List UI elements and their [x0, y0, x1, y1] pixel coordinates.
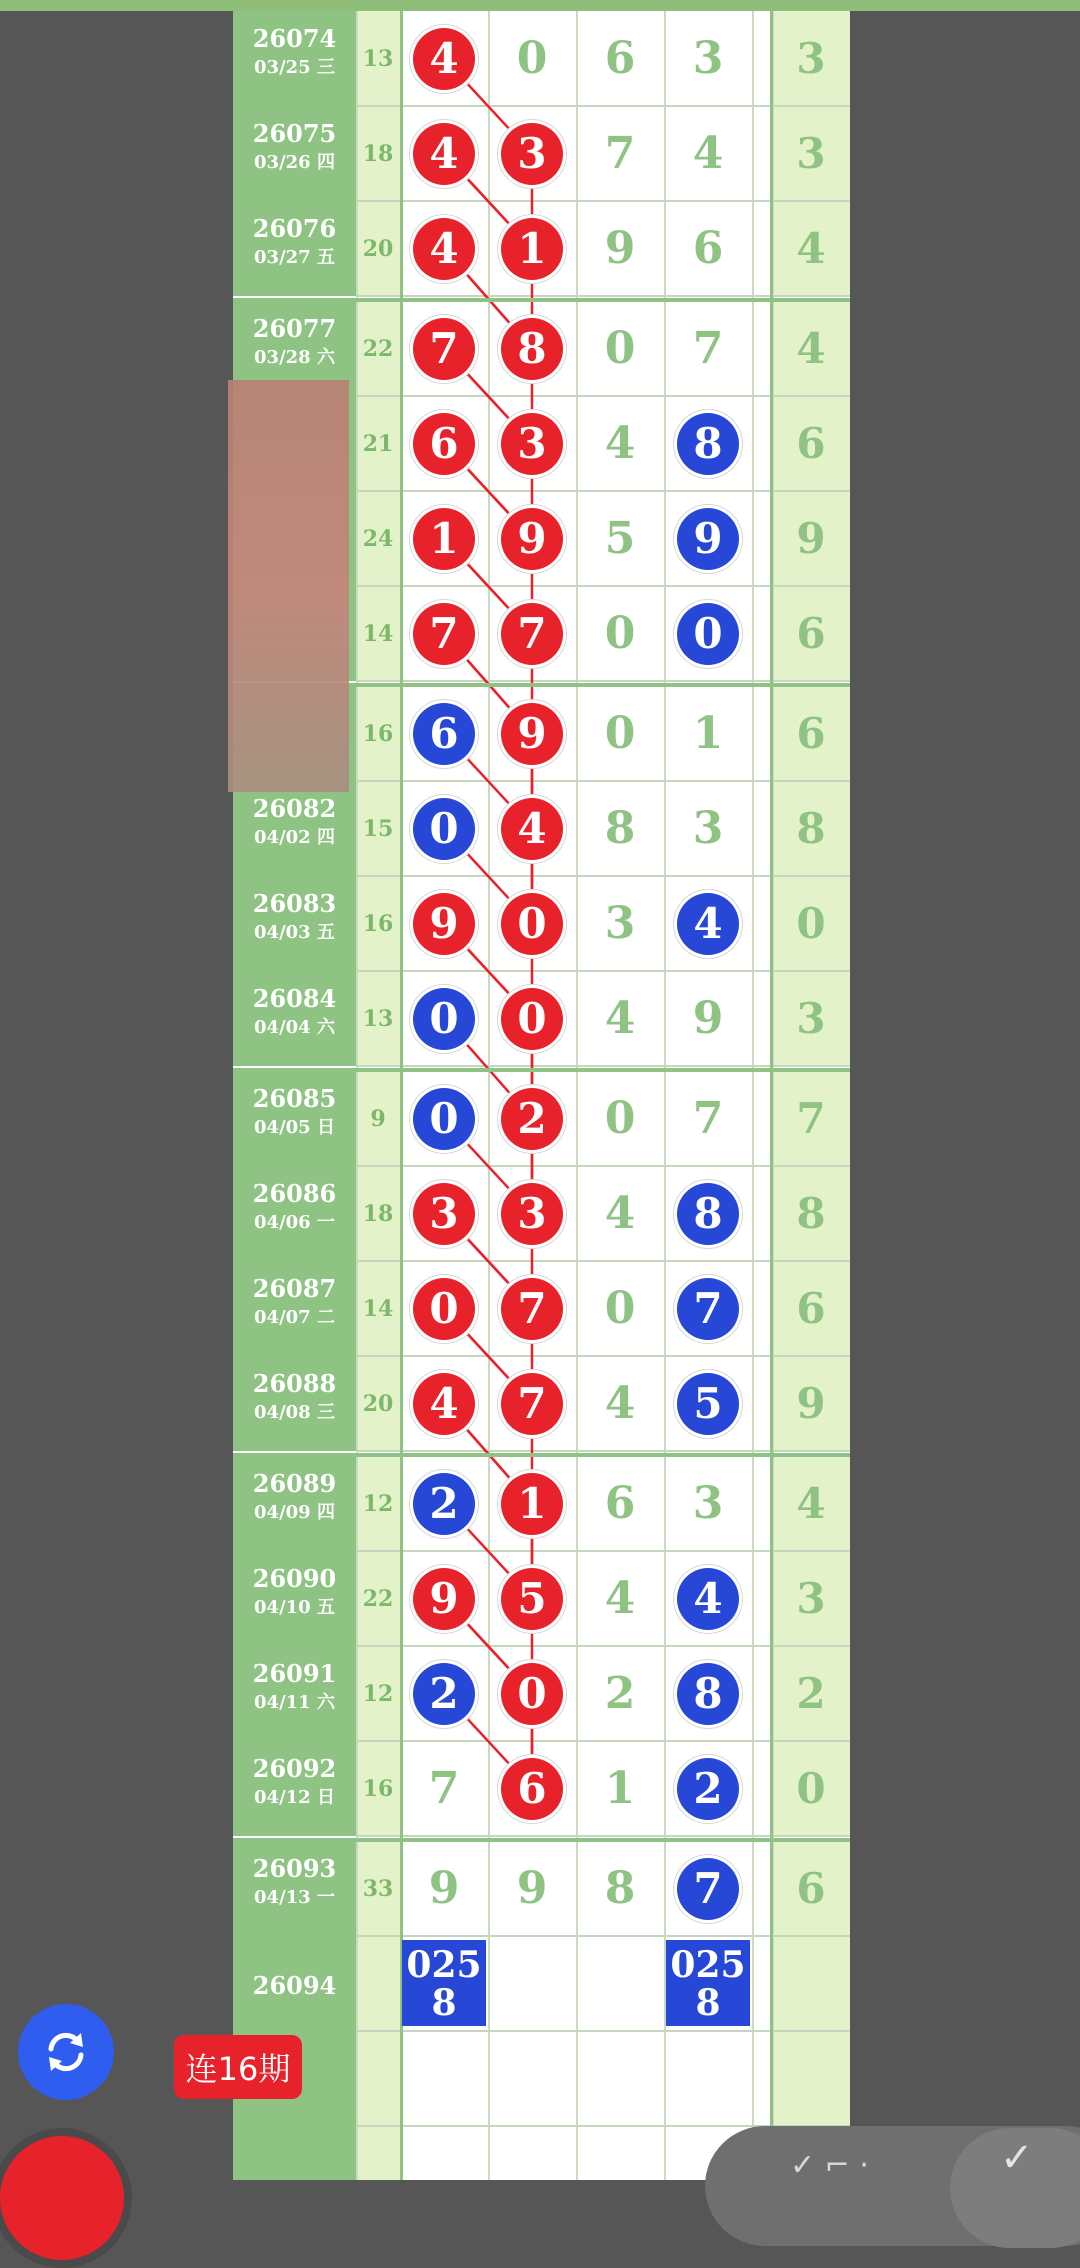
ball-blue: 2: [677, 1758, 739, 1820]
issue-date: 04/04 六: [254, 1017, 335, 1038]
ball-red: 7: [413, 318, 475, 380]
digit-3: 8: [604, 1863, 636, 1914]
issue-date: 04/13 一: [254, 1887, 335, 1908]
digit-cell-3: [576, 2126, 664, 2180]
ball-red: 3: [501, 1183, 563, 1245]
digit-3: 1: [604, 1763, 636, 1814]
digit-cell-3: [576, 1936, 664, 2031]
prediction-box: [402, 1940, 486, 2026]
digit-4: 3: [692, 1478, 724, 1529]
sum-value: 21: [362, 430, 394, 457]
issue-number: 26089: [252, 1469, 337, 1498]
ball-red: 1: [501, 218, 563, 280]
ball-red: 7: [413, 603, 475, 665]
sum-value: 24: [362, 525, 394, 552]
digit-4: 7: [692, 323, 724, 374]
ball-blue: 7: [677, 1858, 739, 1920]
ball-blue: 4: [677, 1568, 739, 1630]
digit-3: 4: [604, 1188, 636, 1239]
tail-value: 6: [796, 1284, 826, 1333]
issue-number: 26082: [252, 794, 337, 823]
digit-1: [400, 1261, 488, 1356]
digit-3: 4: [604, 993, 636, 1044]
tail-value: 8: [796, 804, 826, 853]
digit-3: 6: [604, 33, 636, 84]
ball-blue: 4: [677, 893, 739, 955]
prediction-line: 8: [695, 1982, 721, 2024]
sum-cell: [356, 2031, 400, 2126]
issue-number: 26090: [252, 1564, 337, 1593]
digit-4: [664, 1166, 752, 1261]
digit-1: [400, 11, 488, 106]
sum-value: 22: [362, 1585, 394, 1612]
digit-1: [400, 396, 488, 491]
tail-value: 9: [796, 1379, 826, 1428]
ball-blue: 0: [413, 1088, 475, 1150]
digit-cell-1: [400, 2126, 488, 2180]
tail-value: 8: [796, 1189, 826, 1238]
digit-4: [664, 491, 752, 586]
issue-date: 04/07 二: [254, 1307, 335, 1328]
floating-action-button[interactable]: [0, 2128, 132, 2268]
issue-date: 04/10 五: [254, 1597, 335, 1618]
sum-value: 20: [362, 235, 394, 262]
prediction-box: [666, 1940, 750, 2026]
ball-red: 2: [501, 1088, 563, 1150]
ball-blue: 9: [677, 508, 739, 570]
tail-value: 3: [796, 129, 826, 178]
row-divider: [356, 2030, 850, 2032]
issue-number: 26092: [252, 1754, 337, 1783]
issue-number: 26076: [252, 214, 337, 243]
digit-2: 0: [516, 33, 548, 84]
digit-4: [664, 586, 752, 681]
digit-3: 4: [604, 1378, 636, 1429]
prediction-line: 025: [406, 1944, 482, 1986]
sum-value: 18: [362, 1200, 394, 1227]
ball-red: 9: [413, 1568, 475, 1630]
digit-2: [488, 396, 576, 491]
digit-cell-2: [488, 2031, 576, 2126]
digit-1: [400, 1356, 488, 1451]
ball-red: 1: [413, 508, 475, 570]
sum-value: 12: [362, 1680, 394, 1707]
digit-2: [488, 686, 576, 781]
sum-value: 16: [362, 720, 394, 747]
sum-value: 16: [362, 1775, 394, 1802]
digit-1: [400, 1071, 488, 1166]
digit-cell-2: [488, 2126, 576, 2180]
digit-4: [664, 1741, 752, 1836]
sum-value: 13: [362, 1005, 394, 1032]
tail-cell: [772, 2031, 850, 2126]
tail-value: 3: [796, 994, 826, 1043]
issue-number: 26083: [252, 889, 337, 918]
issue-cell: [233, 2126, 356, 2180]
digit-1: [400, 1166, 488, 1261]
digit-1: 7: [428, 1763, 460, 1814]
ball-blue: 2: [413, 1473, 475, 1535]
digit-2: 9: [516, 1863, 548, 1914]
issue-date: 03/27 五: [254, 247, 335, 268]
digit-3: 4: [604, 1573, 636, 1624]
ball-red: 7: [501, 603, 563, 665]
ball-red: 4: [413, 1373, 475, 1435]
digit-3: 3: [604, 898, 636, 949]
ball-blue: 0: [413, 988, 475, 1050]
ball-red: 9: [501, 703, 563, 765]
sum-value: 22: [362, 335, 394, 362]
issue-number: 26075: [252, 119, 337, 148]
digit-2: [488, 1646, 576, 1741]
ball-red: 7: [501, 1373, 563, 1435]
top-status-strip: [0, 0, 1080, 11]
digit-4: [664, 1551, 752, 1646]
digit-cell-2: [488, 1936, 576, 2031]
digit-4: 4: [692, 128, 724, 179]
issue-date: 04/06 一: [254, 1212, 335, 1233]
digit-3: 0: [604, 323, 636, 374]
ball-red: 3: [501, 123, 563, 185]
digit-4: [664, 396, 752, 491]
digit-2: [488, 1261, 576, 1356]
sum-value: 14: [362, 1295, 394, 1322]
digit-4: [664, 876, 752, 971]
digit-2: [488, 1166, 576, 1261]
digit-2: [488, 301, 576, 396]
digit-2: [488, 106, 576, 201]
ball-blue: 8: [677, 1183, 739, 1245]
tail-value: 4: [796, 324, 826, 373]
digit-3: 5: [604, 513, 636, 564]
digit-4: [664, 1261, 752, 1356]
digit-1: [400, 301, 488, 396]
sum-value: 20: [362, 1390, 394, 1417]
issue-date: 04/12 日: [254, 1787, 335, 1808]
ball-red: 3: [413, 1183, 475, 1245]
issue-number: 26088: [252, 1369, 337, 1398]
tail-value: 6: [796, 609, 826, 658]
issue-number: 26085: [252, 1084, 337, 1113]
issue-date: 04/02 四: [254, 827, 335, 848]
digit-4: 3: [692, 803, 724, 854]
refresh-icon: [39, 2025, 93, 2079]
ball-blue: 7: [677, 1278, 739, 1340]
prediction-line: 025: [670, 1944, 746, 1986]
digit-1: [400, 1551, 488, 1646]
digit-2: [488, 1071, 576, 1166]
ball-red: 4: [501, 798, 563, 860]
ball-blue: 8: [677, 1663, 739, 1725]
tail-value: 3: [796, 1574, 826, 1623]
digit-4: [664, 1356, 752, 1451]
ball-red: 1: [501, 1473, 563, 1535]
ball-red: 0: [413, 1278, 475, 1340]
issue-date: 04/09 四: [254, 1502, 335, 1523]
sum-value: 16: [362, 910, 394, 937]
ball-blue: 2: [413, 1663, 475, 1725]
issue-number: 26077: [252, 314, 337, 343]
tail-value: 0: [796, 899, 826, 948]
tail-value: 6: [796, 419, 826, 468]
blurred-overlay: [228, 380, 349, 792]
ball-blue: 8: [677, 413, 739, 475]
sum-cell: [356, 2126, 400, 2180]
digit-cell-3: [576, 2031, 664, 2126]
ball-blue: 0: [413, 798, 475, 860]
digit-2: [488, 971, 576, 1066]
ball-red: 8: [501, 318, 563, 380]
digit-2: [488, 586, 576, 681]
digit-3: 6: [604, 1478, 636, 1529]
ball-red: 9: [501, 508, 563, 570]
tail-value: 6: [796, 709, 826, 758]
sum-value: 14: [362, 620, 394, 647]
digit-3: 0: [604, 708, 636, 759]
digit-1: [400, 1456, 488, 1551]
digit-1: 9: [428, 1863, 460, 1914]
refresh-button[interactable]: [18, 2004, 114, 2100]
digit-3: 9: [604, 223, 636, 274]
digit-2: [488, 201, 576, 296]
tail-value: 4: [796, 224, 826, 273]
digit-4: 9: [692, 993, 724, 1044]
tail-value: 4: [796, 1479, 826, 1528]
tail-value: 0: [796, 1764, 826, 1813]
digit-cell-4: [664, 2031, 752, 2126]
issue-number: 26087: [252, 1274, 337, 1303]
digit-4: 1: [692, 708, 724, 759]
ball-red: 9: [413, 893, 475, 955]
next-issue-number: 26094: [252, 1971, 337, 2000]
ball-red: 0: [501, 1663, 563, 1725]
digit-1: [400, 781, 488, 876]
digit-3: 2: [604, 1668, 636, 1719]
issue-number: 26084: [252, 984, 337, 1013]
digit-1: [400, 201, 488, 296]
ball-red: 6: [413, 413, 475, 475]
digit-2: [488, 781, 576, 876]
ball-red: 4: [413, 218, 475, 280]
ball-red: 4: [413, 28, 475, 90]
digit-3: 0: [604, 1283, 636, 1334]
sum-value: 18: [362, 140, 394, 167]
digit-2: [488, 1356, 576, 1451]
tail-value: 7: [796, 1094, 826, 1143]
issue-date: 04/03 五: [254, 922, 335, 943]
digit-3: 0: [604, 608, 636, 659]
tail-value: 6: [796, 1864, 826, 1913]
sum-cell: [356, 1936, 400, 2031]
tail-value: 9: [796, 514, 826, 563]
ball-blue: 6: [413, 703, 475, 765]
ball-red: 0: [501, 893, 563, 955]
digit-2: [488, 1741, 576, 1836]
digit-2: [488, 1456, 576, 1551]
digit-1: [400, 686, 488, 781]
digit-1: [400, 1646, 488, 1741]
digit-1: [400, 971, 488, 1066]
streak-badge: 连16期: [174, 2035, 302, 2099]
tail-cell: [772, 1936, 850, 2031]
digit-4: 7: [692, 1093, 724, 1144]
digit-4: 3: [692, 33, 724, 84]
issue-date: 04/08 三: [254, 1402, 335, 1423]
digit-2: [488, 1551, 576, 1646]
tail-value: 3: [796, 34, 826, 83]
ball-red: 0: [501, 988, 563, 1050]
issue-date: 03/28 六: [254, 347, 335, 368]
issue-number: 26074: [252, 24, 337, 53]
digit-4: 6: [692, 223, 724, 274]
digit-2: [488, 491, 576, 586]
ball-red: 3: [501, 413, 563, 475]
digit-1: [400, 586, 488, 681]
issue-date: 04/05 日: [254, 1117, 335, 1138]
issue-date: 04/11 六: [254, 1692, 335, 1713]
table-row: [233, 2031, 850, 2126]
digit-4: [664, 1646, 752, 1741]
digit-3: 0: [604, 1093, 636, 1144]
digit-1: [400, 876, 488, 971]
sum-value: 33: [362, 1875, 394, 1902]
issue-date: 03/26 四: [254, 152, 335, 173]
sum-value: 13: [362, 45, 394, 72]
ball-blue: 0: [677, 603, 739, 665]
issue-number: 26091: [252, 1659, 337, 1688]
issue-number: 26093: [252, 1854, 337, 1883]
sum-value: 12: [362, 1490, 394, 1517]
digit-4: [664, 1841, 752, 1936]
digit-2: [488, 876, 576, 971]
prediction-line: 8: [431, 1982, 457, 2024]
issue-number: 26086: [252, 1179, 337, 1208]
sum-value: 15: [362, 815, 394, 842]
digit-cell-1: [400, 2031, 488, 2126]
digit-1: [400, 106, 488, 201]
checkmark-icon: ✓: [1000, 2135, 1034, 2181]
tail-value: 2: [796, 1669, 826, 1718]
digit-3: 8: [604, 803, 636, 854]
ball-blue: 5: [677, 1373, 739, 1435]
toolbar-icon: ✓ ⌐ ·: [790, 2148, 869, 2183]
ball-red: 5: [501, 1568, 563, 1630]
ball-red: 7: [501, 1278, 563, 1340]
trend-chart-grid: [233, 11, 850, 2180]
digit-1: [400, 491, 488, 586]
digit-3: 4: [604, 418, 636, 469]
ball-red: 6: [501, 1758, 563, 1820]
issue-date: 03/25 三: [254, 57, 335, 78]
sum-value: 9: [370, 1105, 386, 1132]
digit-3: 7: [604, 128, 636, 179]
ball-red: 4: [413, 123, 475, 185]
